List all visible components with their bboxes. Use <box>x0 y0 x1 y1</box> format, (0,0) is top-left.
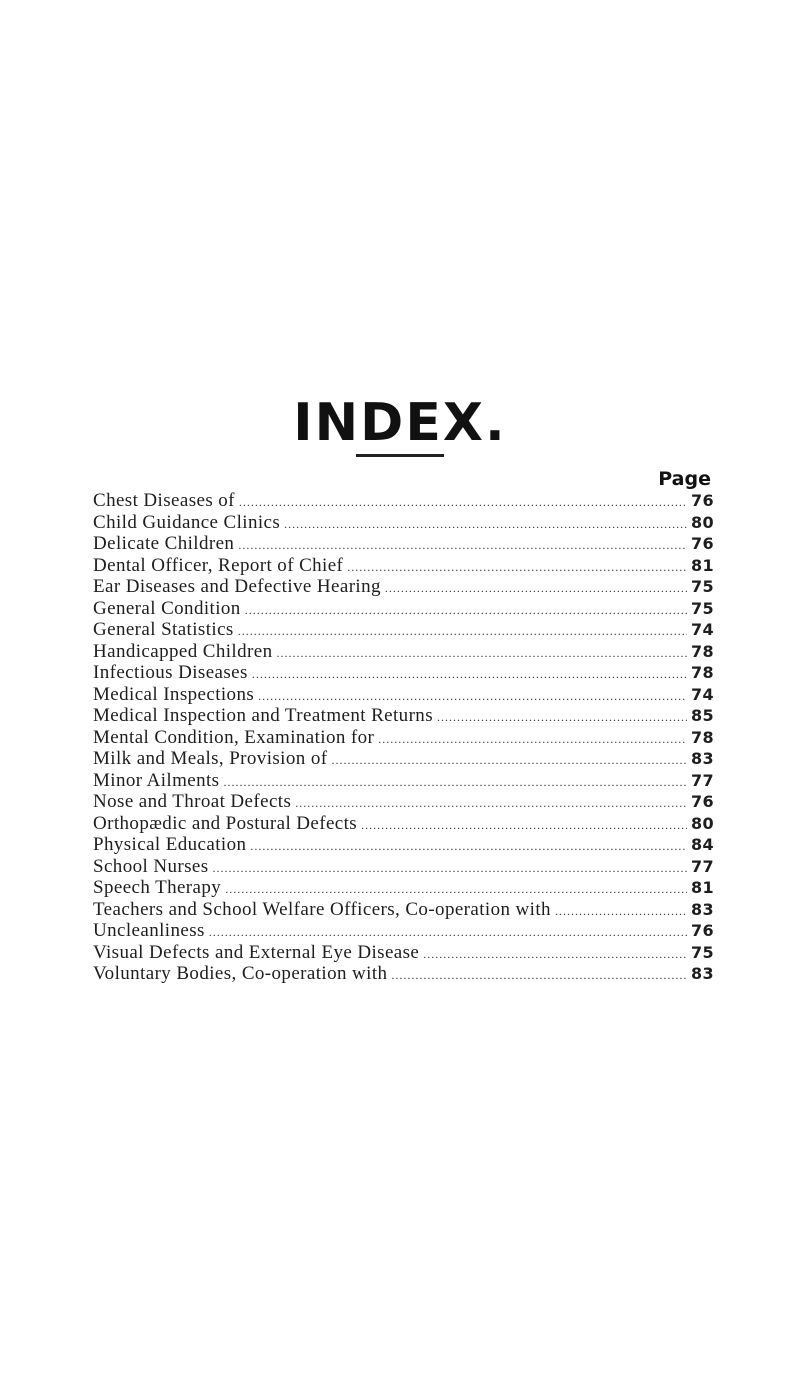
entry-page-number: 74 <box>691 620 715 639</box>
entry-page-number: 78 <box>691 663 715 682</box>
index-entry <box>93 512 713 534</box>
index-entry <box>93 641 713 663</box>
entry-label: Infectious Diseases <box>93 662 248 683</box>
entry-page-number: 76 <box>691 491 715 510</box>
entry-page-number: 76 <box>691 792 715 811</box>
entry-page-number: 83 <box>691 749 715 768</box>
entry-page-number: 77 <box>691 856 715 876</box>
dot-leader <box>252 667 687 682</box>
entry-label: Minor Ailments <box>93 769 220 791</box>
entry-page-number: 81 <box>691 878 715 897</box>
dot-leader <box>223 775 687 790</box>
index-entry <box>93 684 713 706</box>
entry-label: Dental Officer, Report of Chief <box>93 554 344 576</box>
entry-label: Orthopædic and Postural Defects <box>93 812 358 834</box>
entry-page-number: 75 <box>691 577 715 596</box>
entry-page-number: 76 <box>691 921 715 940</box>
index-entry <box>93 877 713 899</box>
index-entry <box>93 576 713 598</box>
index-entry <box>93 942 713 964</box>
entry-page-number: 75 <box>691 598 715 618</box>
index-entry-list <box>93 490 713 985</box>
dot-leader <box>250 839 687 854</box>
dot-leader <box>209 925 687 940</box>
entry-label: Physical Education <box>93 834 247 855</box>
entry-label: Speech Therapy <box>93 877 222 898</box>
entry-label: Mental Condition, Examination for <box>93 726 375 748</box>
index-entry <box>93 662 713 684</box>
entry-page-number: 81 <box>691 555 715 575</box>
entry-label: General Statistics <box>93 619 234 640</box>
dot-leader <box>213 861 688 876</box>
dot-leader <box>347 560 687 575</box>
dot-leader <box>258 689 687 704</box>
dot-leader <box>391 968 687 983</box>
dot-leader <box>437 710 687 725</box>
index-entry <box>93 791 713 813</box>
dot-leader <box>284 517 687 532</box>
entry-page-number: 85 <box>691 706 715 725</box>
index-entry <box>93 920 713 942</box>
entry-label: School Nurses <box>93 855 209 877</box>
dot-leader <box>295 796 687 811</box>
entry-label: General Condition <box>93 597 241 619</box>
entry-label: Handicapped Children <box>93 640 273 662</box>
entry-page-number: 84 <box>691 835 715 854</box>
entry-label: Child Guidance Clinics <box>93 511 281 533</box>
entry-page-number: 78 <box>691 641 715 661</box>
index-entry <box>93 555 713 577</box>
index-title: INDEX. <box>293 392 507 453</box>
dot-leader <box>378 732 687 747</box>
entry-page-number: 78 <box>691 727 715 747</box>
index-entry <box>93 619 713 641</box>
dot-leader <box>385 581 687 596</box>
dot-leader <box>238 624 687 639</box>
entry-page-number: 80 <box>691 813 715 833</box>
index-entry <box>93 963 713 985</box>
entry-page-number: 75 <box>691 942 715 962</box>
index-entry <box>93 533 713 555</box>
dot-leader <box>361 818 687 833</box>
index-entry <box>93 705 713 727</box>
entry-label: Ear Diseases and Defective Hearing <box>93 576 381 597</box>
entry-page-number: 83 <box>691 964 715 983</box>
entry-label: Uncleanliness <box>93 920 205 941</box>
index-entry <box>93 727 713 749</box>
dot-leader <box>245 603 687 618</box>
dot-leader <box>423 947 687 962</box>
dot-leader <box>331 753 687 768</box>
dot-leader <box>225 882 687 897</box>
entry-label: Nose and Throat Defects <box>93 791 292 812</box>
dot-leader <box>276 646 687 661</box>
index-entry <box>93 856 713 878</box>
index-entry <box>93 598 713 620</box>
entry-page-number: 74 <box>691 684 715 704</box>
index-entry <box>93 813 713 835</box>
entry-page-number: 83 <box>691 899 715 919</box>
entry-page-number: 77 <box>691 770 715 790</box>
dot-leader <box>555 904 687 919</box>
dot-leader <box>239 495 687 510</box>
index-entry <box>93 770 713 792</box>
entry-page-number: 80 <box>691 512 715 532</box>
entry-label: Chest Diseases of <box>93 490 235 511</box>
entry-label: Delicate Children <box>93 533 235 554</box>
entry-label: Medical Inspection and Treatment Returns <box>93 705 433 726</box>
entry-label: Visual Defects and External Eye Disease <box>93 941 420 963</box>
entry-label: Milk and Meals, Provision of <box>93 748 328 769</box>
index-entry <box>93 834 713 856</box>
title-underline <box>356 454 444 457</box>
entry-page-number: 76 <box>691 534 715 553</box>
dot-leader <box>238 538 687 553</box>
index-entry <box>93 899 713 921</box>
entry-label: Voluntary Bodies, Co-operation with <box>93 963 388 984</box>
entry-label: Teachers and School Welfare Officers, Co-operation with <box>93 898 551 920</box>
entry-label: Medical Inspections <box>93 683 255 705</box>
index-entry <box>93 490 713 512</box>
index-entry <box>93 748 713 770</box>
page-column-header: Page <box>658 468 711 490</box>
